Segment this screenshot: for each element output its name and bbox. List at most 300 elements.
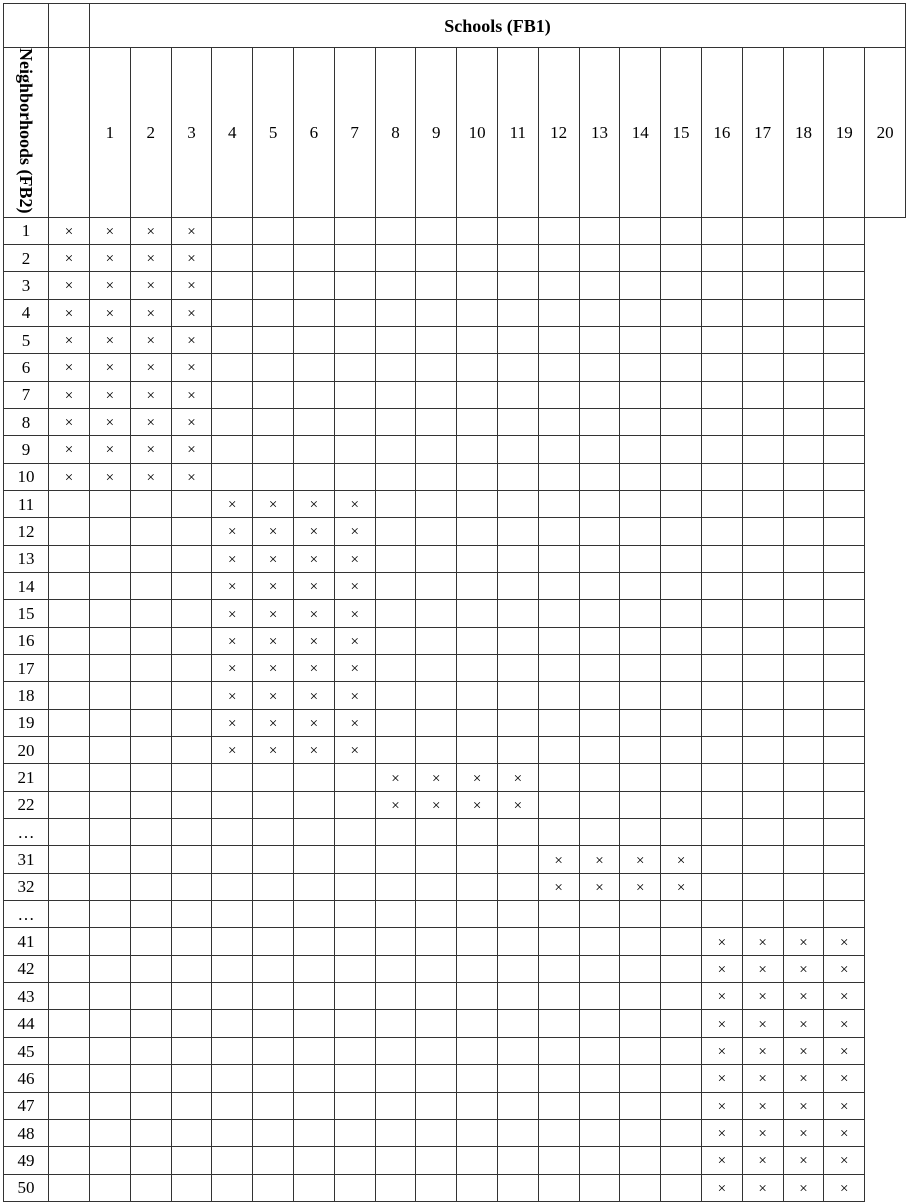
grid-cell [334, 490, 375, 517]
grid-cell [212, 1119, 253, 1146]
grid-cell [212, 764, 253, 791]
grid-cell [130, 299, 171, 326]
grid-cell [375, 1174, 416, 1201]
cross-mark: × [105, 387, 115, 404]
grid-cell [293, 983, 334, 1010]
grid-cell [497, 518, 538, 545]
grid-cell [579, 1147, 620, 1174]
row-label: … [4, 901, 49, 928]
grid-cell [783, 955, 824, 982]
cross-mark: × [636, 879, 645, 896]
cross-mark: × [758, 1071, 767, 1088]
grid-cell [212, 299, 253, 326]
grid-cell [620, 737, 661, 764]
grid-cell [538, 1119, 579, 1146]
grid-cell [457, 463, 498, 490]
cross-mark: × [146, 251, 155, 268]
grid-cell [253, 928, 294, 955]
grid-cell [253, 217, 294, 244]
table-row [4, 819, 906, 846]
grid-cell [497, 545, 538, 572]
grid-cell [783, 873, 824, 900]
grid-cell [171, 1147, 212, 1174]
cross-mark: × [513, 797, 523, 814]
grid-cell [253, 1065, 294, 1092]
grid-cell [579, 627, 620, 654]
grid-cell [90, 1065, 131, 1092]
cross-mark: × [146, 278, 155, 295]
grid-cell [293, 1174, 334, 1201]
table-row [4, 1119, 906, 1146]
grid-cell [90, 381, 131, 408]
row-label: 11 [4, 490, 49, 517]
grid-cell [253, 983, 294, 1010]
grid-cell [742, 244, 783, 271]
grid-cell [457, 244, 498, 271]
grid-cell [701, 682, 742, 709]
table-row [4, 600, 906, 627]
grid-cell [579, 408, 620, 435]
column-header-16: 16 [701, 48, 742, 218]
column-header-20: 20 [865, 48, 906, 218]
grid-cell [293, 901, 334, 928]
grid-cell [457, 1037, 498, 1064]
grid-cell [293, 1010, 334, 1037]
grid-cell [457, 1092, 498, 1119]
cross-mark: × [105, 223, 115, 240]
cross-mark: × [309, 579, 319, 596]
grid-cell [620, 983, 661, 1010]
grid-cell [783, 545, 824, 572]
grid-cell [253, 791, 294, 818]
cross-mark: × [268, 579, 278, 596]
grid-cell [90, 354, 131, 381]
grid-cell [293, 490, 334, 517]
row-label: 46 [4, 1065, 49, 1092]
grid-cell [334, 846, 375, 873]
grid-cell [49, 463, 90, 490]
grid-cell [457, 928, 498, 955]
column-header-9: 9 [416, 48, 457, 218]
table-row [4, 272, 906, 299]
grid-cell [212, 463, 253, 490]
grid-cell [620, 1147, 661, 1174]
grid-cell [701, 1037, 742, 1064]
grid-cell [293, 244, 334, 271]
grid-cell [457, 737, 498, 764]
grid-cell [783, 1119, 824, 1146]
grid-cell [783, 572, 824, 599]
cross-mark: × [64, 387, 74, 404]
column-header-12: 12 [538, 48, 579, 218]
grid-cell [212, 600, 253, 627]
grid-cell [293, 272, 334, 299]
grid-cell [293, 436, 334, 463]
cross-mark: × [799, 1126, 808, 1143]
grid-cell [824, 1174, 865, 1201]
grid-cell [579, 1037, 620, 1064]
grid-cell [90, 490, 131, 517]
grid-cell [742, 299, 783, 326]
row-label: 43 [4, 983, 49, 1010]
table-row [4, 299, 906, 326]
grid-cell [253, 1147, 294, 1174]
cross-mark: × [717, 1071, 727, 1088]
grid-cell [253, 490, 294, 517]
grid-cell [579, 545, 620, 572]
grid-cell [701, 600, 742, 627]
grid-cell [783, 709, 824, 736]
grid-cell [497, 709, 538, 736]
grid-cell [375, 545, 416, 572]
grid-cell [538, 518, 579, 545]
grid-cell [742, 1174, 783, 1201]
cross-mark: × [840, 1098, 849, 1115]
column-header-19: 19 [824, 48, 865, 218]
cross-mark: × [350, 715, 359, 732]
grid-cell [171, 1119, 212, 1146]
grid-cell [538, 791, 579, 818]
grid-cell [701, 791, 742, 818]
cross-mark: × [105, 305, 115, 322]
cross-mark: × [228, 661, 237, 678]
grid-cell [375, 272, 416, 299]
grid-cell [90, 436, 131, 463]
grid-cell [701, 955, 742, 982]
row-label: 2 [4, 244, 49, 271]
cross-mark: × [268, 743, 278, 760]
grid-cell [701, 518, 742, 545]
grid-cell [293, 955, 334, 982]
cross-mark: × [228, 688, 237, 705]
grid-cell [742, 627, 783, 654]
table-row [4, 737, 906, 764]
grid-cell [375, 1147, 416, 1174]
cross-mark: × [309, 743, 319, 760]
cross-mark: × [717, 1016, 727, 1033]
grid-cell [497, 983, 538, 1010]
grid-cell [49, 381, 90, 408]
cross-mark: × [717, 1098, 727, 1115]
cross-mark: × [554, 879, 563, 896]
grid-cell [701, 737, 742, 764]
grid-cell [334, 1092, 375, 1119]
row-label: 15 [4, 600, 49, 627]
column-header-18: 18 [783, 48, 824, 218]
grid-cell [538, 928, 579, 955]
cross-mark: × [676, 852, 686, 869]
grid-cell [497, 381, 538, 408]
grid-cell [661, 436, 702, 463]
cross-mark: × [228, 524, 237, 541]
grid-cell [130, 709, 171, 736]
grid-cell [375, 1065, 416, 1092]
grid-cell [334, 436, 375, 463]
table-row [4, 1147, 906, 1174]
grid-cell [457, 381, 498, 408]
grid-cell [538, 627, 579, 654]
grid-cell [293, 518, 334, 545]
cross-mark: × [268, 633, 278, 650]
grid-cell [130, 1010, 171, 1037]
grid-cell [457, 873, 498, 900]
grid-cell [742, 490, 783, 517]
grid-cell [497, 1092, 538, 1119]
grid-cell [253, 572, 294, 599]
grid-cell [661, 272, 702, 299]
grid-cell [457, 1174, 498, 1201]
grid-cell [824, 518, 865, 545]
cross-mark: × [187, 305, 196, 322]
grid-cell [701, 928, 742, 955]
grid-cell [171, 682, 212, 709]
grid-cell [579, 436, 620, 463]
grid-cell [375, 955, 416, 982]
grid-cell [457, 1065, 498, 1092]
grid-cell [783, 682, 824, 709]
grid-cell [620, 600, 661, 627]
grid-cell [90, 326, 131, 353]
grid-cell [334, 572, 375, 599]
grid-cell [579, 737, 620, 764]
table-row [4, 244, 906, 271]
cross-mark: × [840, 1044, 849, 1060]
grid-cell [579, 791, 620, 818]
grid-cell [497, 354, 538, 381]
cross-mark: × [146, 469, 155, 486]
grid-cell [824, 983, 865, 1010]
grid-cell [49, 764, 90, 791]
grid-cell [171, 846, 212, 873]
grid-cell [783, 299, 824, 326]
grid-cell [620, 928, 661, 955]
cross-mark: × [187, 333, 196, 350]
grid-cell [661, 873, 702, 900]
cross-mark: × [799, 1180, 808, 1197]
grid-cell [293, 1147, 334, 1174]
grid-cell [171, 655, 212, 682]
grid-cell [171, 1010, 212, 1037]
grid-cell [293, 408, 334, 435]
grid-cell [457, 217, 498, 244]
grid-cell [457, 436, 498, 463]
grid-cell [824, 955, 865, 982]
grid-cell [497, 244, 538, 271]
grid-cell [293, 1092, 334, 1119]
grid-cell [171, 1037, 212, 1064]
grid-cell [701, 326, 742, 353]
grid-cell [130, 217, 171, 244]
column-header-blank [49, 48, 90, 218]
cross-mark: × [758, 989, 767, 1006]
grid-cell [293, 764, 334, 791]
table-row [4, 983, 906, 1010]
grid-cell [661, 1174, 702, 1201]
grid-cell [783, 244, 824, 271]
grid-cell [130, 873, 171, 900]
grid-cell [334, 244, 375, 271]
grid-cell [824, 272, 865, 299]
cross-mark: × [636, 852, 645, 869]
grid-cell [212, 1174, 253, 1201]
grid-cell [579, 272, 620, 299]
grid-cell [375, 737, 416, 764]
grid-cell [293, 1119, 334, 1146]
table-row [4, 1065, 906, 1092]
grid-cell [457, 627, 498, 654]
grid-cell [171, 709, 212, 736]
grid-cell [212, 873, 253, 900]
grid-cell [212, 1065, 253, 1092]
grid-cell [253, 1092, 294, 1119]
cross-mark: × [64, 360, 74, 377]
grid-cell [49, 217, 90, 244]
grid-cell [375, 244, 416, 271]
grid-cell [375, 408, 416, 435]
grid-cell [212, 244, 253, 271]
grid-cell [171, 381, 212, 408]
grid-cell [824, 873, 865, 900]
grid-cell [49, 928, 90, 955]
grid-cell [334, 1037, 375, 1064]
grid-cell [538, 873, 579, 900]
cross-mark: × [187, 251, 196, 268]
row-label: 8 [4, 408, 49, 435]
cross-mark: × [758, 1044, 767, 1060]
grid-cell [538, 381, 579, 408]
cross-mark: × [309, 524, 319, 541]
grid-cell [375, 217, 416, 244]
table-row [4, 381, 906, 408]
grid-cell [253, 682, 294, 709]
cross-mark: × [187, 360, 196, 377]
grid-cell [783, 1010, 824, 1037]
cross-mark: × [350, 524, 359, 541]
grid-cell [171, 572, 212, 599]
grid-cell [620, 1092, 661, 1119]
grid-cell [212, 545, 253, 572]
grid-cell [130, 490, 171, 517]
grid-cell [701, 627, 742, 654]
grid-cell [90, 272, 131, 299]
cross-mark: × [64, 251, 74, 268]
grid-cell [497, 408, 538, 435]
grid-cell [661, 1092, 702, 1119]
row-label: 21 [4, 764, 49, 791]
grid-cell [130, 545, 171, 572]
grid-cell [538, 819, 579, 846]
grid-cell [579, 1092, 620, 1119]
grid-cell [579, 682, 620, 709]
grid-cell [538, 217, 579, 244]
table-row [4, 846, 906, 873]
grid-cell [620, 354, 661, 381]
grid-cell [334, 709, 375, 736]
table-row [4, 408, 906, 435]
grid-cell [701, 381, 742, 408]
grid-cell [90, 737, 131, 764]
table-row [4, 627, 906, 654]
grid-cell [742, 1065, 783, 1092]
grid-cell [661, 1010, 702, 1037]
grid-cell [701, 983, 742, 1010]
corner-cell-2 [49, 4, 90, 48]
grid-cell [253, 709, 294, 736]
table-row [4, 326, 906, 353]
grid-cell [130, 627, 171, 654]
grid-cell [130, 436, 171, 463]
cross-mark: × [350, 688, 359, 705]
grid-cell [416, 244, 457, 271]
grid-cell [171, 819, 212, 846]
grid-cell [661, 326, 702, 353]
grid-cell [130, 408, 171, 435]
grid-cell [90, 572, 131, 599]
grid-cell [579, 244, 620, 271]
cross-mark: × [187, 415, 196, 432]
grid-cell [334, 326, 375, 353]
grid-cell [661, 955, 702, 982]
grid-cell [579, 709, 620, 736]
grid-cell [212, 381, 253, 408]
grid-cell [416, 791, 457, 818]
grid-cell [253, 463, 294, 490]
grid-cell [742, 436, 783, 463]
grid-cell [212, 1147, 253, 1174]
grid-cell [783, 819, 824, 846]
grid-cell [620, 791, 661, 818]
grid-cell [293, 463, 334, 490]
column-header-8: 8 [375, 48, 416, 218]
grid-cell [742, 572, 783, 599]
grid-cell [579, 217, 620, 244]
grid-cell [620, 1010, 661, 1037]
grid-cell [701, 709, 742, 736]
cross-mark: × [799, 989, 808, 1006]
grid-cell [538, 490, 579, 517]
grid-cell [783, 1092, 824, 1119]
grid-cell [253, 1119, 294, 1146]
grid-cell [457, 791, 498, 818]
grid-cell [824, 299, 865, 326]
grid-cell [824, 1092, 865, 1119]
row-label: 4 [4, 299, 49, 326]
grid-cell [742, 463, 783, 490]
cross-mark: × [309, 497, 319, 514]
grid-cell [538, 545, 579, 572]
grid-cell [742, 846, 783, 873]
grid-cell [661, 381, 702, 408]
grid-cell [416, 463, 457, 490]
cross-mark: × [309, 715, 319, 732]
grid-cell [334, 983, 375, 1010]
grid-cell [620, 901, 661, 928]
grid-cell [375, 381, 416, 408]
grid-cell [783, 1037, 824, 1064]
grid-cell [620, 1065, 661, 1092]
grid-cell [253, 764, 294, 791]
grid-cell [416, 955, 457, 982]
grid-cell [620, 518, 661, 545]
grid-cell [253, 655, 294, 682]
grid-cell [253, 1174, 294, 1201]
grid-cell [171, 299, 212, 326]
grid-cell [253, 846, 294, 873]
row-title: Neighborhoods (FB2) [16, 48, 36, 214]
cross-mark: × [146, 442, 155, 459]
grid-cell [212, 326, 253, 353]
grid-cell [334, 655, 375, 682]
